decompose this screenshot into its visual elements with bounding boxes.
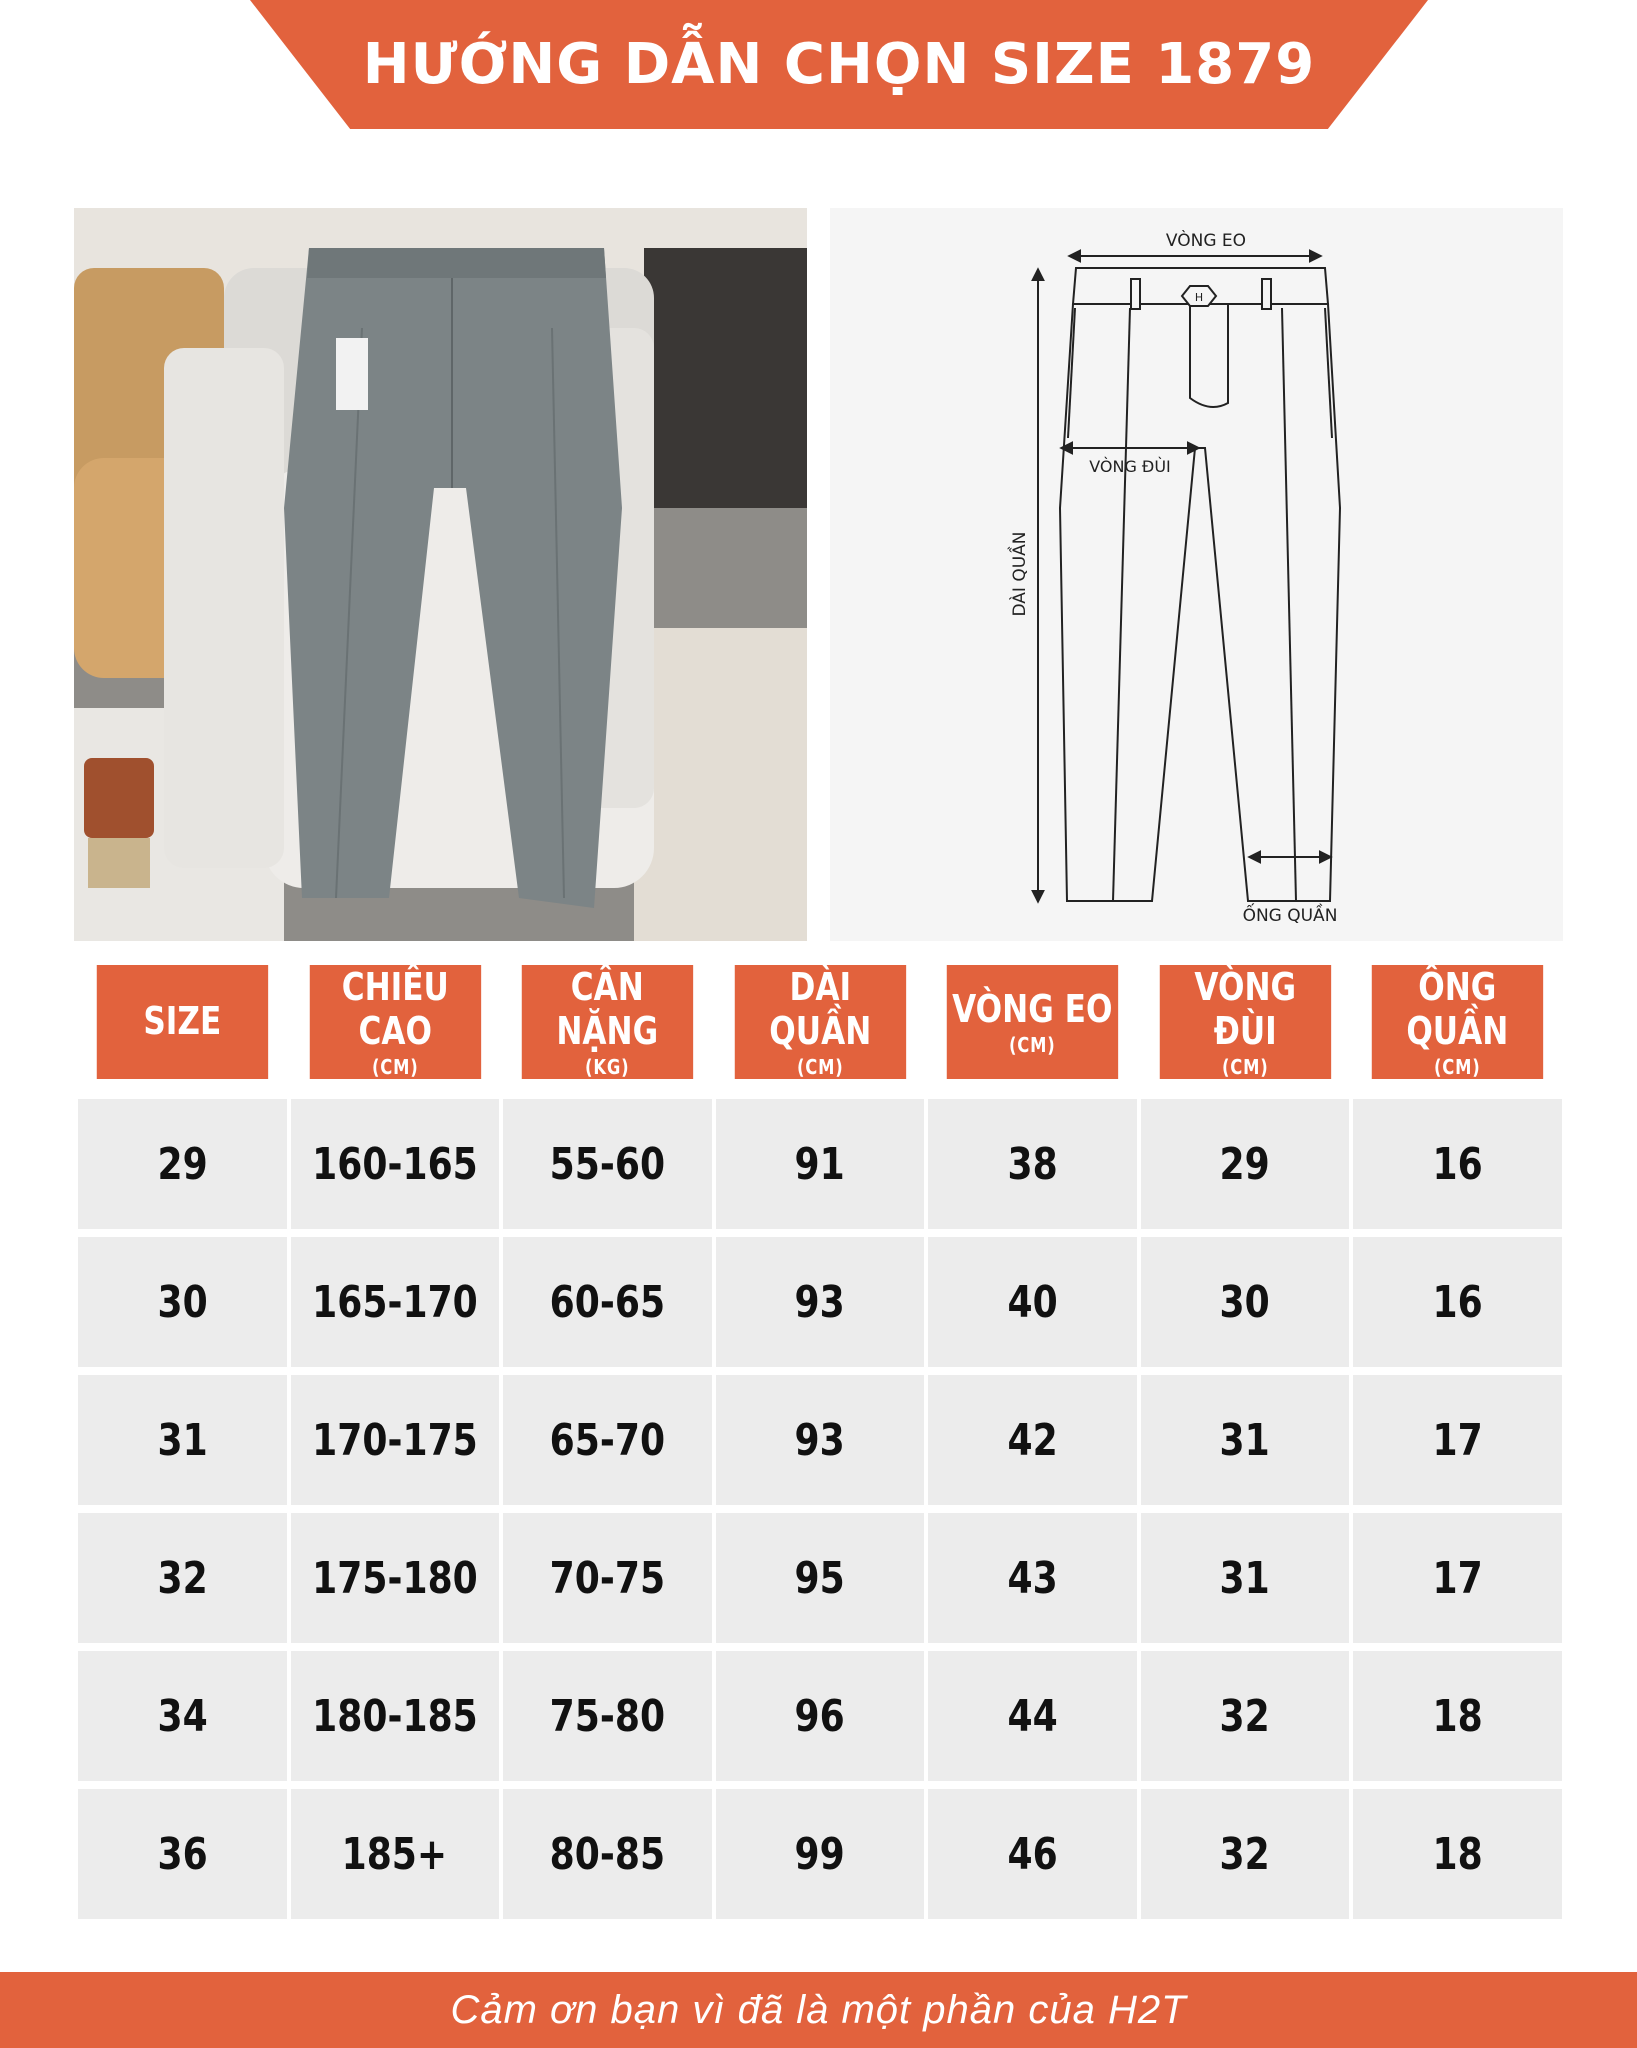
leg-label: ỐNG QUẦN (1242, 906, 1338, 926)
table-cell: 65-70 (503, 1367, 712, 1505)
table-cell: 60-65 (503, 1229, 712, 1367)
table-cell: 75-80 (503, 1643, 712, 1781)
table-cell: 55-60 (503, 1079, 712, 1229)
table-cell: 165-170 (291, 1229, 500, 1367)
table-cell: 17 (1353, 1505, 1562, 1643)
table-cell: 160-165 (291, 1079, 500, 1229)
table-row (78, 1643, 1562, 1781)
table-cell: 32 (78, 1505, 287, 1643)
table-cell: 96 (716, 1643, 925, 1781)
header-length: DÀI QUẦN (CM) (734, 965, 905, 1079)
table-cell: 185+ (291, 1781, 500, 1919)
page-title: HƯỚNG DẪN CHỌN SIZE 1879 (362, 32, 1316, 97)
table-cell: 40 (928, 1229, 1137, 1367)
table-row (78, 1505, 1562, 1643)
size-table (74, 965, 1566, 1919)
table-cell: 32 (1141, 1643, 1350, 1781)
table-row (78, 1367, 1562, 1505)
thigh-label: VÒNG ĐÙI (1089, 457, 1171, 476)
header-thigh: VÒNG ĐÙI (CM) (1160, 965, 1331, 1079)
table-cell: 46 (928, 1781, 1137, 1919)
table-cell: 99 (716, 1781, 925, 1919)
table-cell: 70-75 (503, 1505, 712, 1643)
table-cell: 180-185 (291, 1643, 500, 1781)
table-cell: 93 (716, 1229, 925, 1367)
table-cell: 175-180 (291, 1505, 500, 1643)
header-weight: CÂN NẶNG (KG) (522, 965, 693, 1079)
table-cell: 170-175 (291, 1367, 500, 1505)
table-cell: 36 (78, 1781, 287, 1919)
table-cell: 31 (1141, 1505, 1350, 1643)
table-cell: 38 (928, 1079, 1137, 1229)
waist-label: VÒNG EO (1165, 231, 1247, 251)
length-label: DÀI QUẦN (1010, 531, 1030, 617)
table-cell: 16 (1353, 1229, 1562, 1367)
table-cell: 44 (928, 1643, 1137, 1781)
table-cell: 32 (1141, 1781, 1350, 1919)
table-cell: 80-85 (503, 1781, 712, 1919)
table-row (78, 1229, 1562, 1367)
table-cell: 91 (716, 1079, 925, 1229)
table-cell: 31 (1141, 1367, 1350, 1505)
table-row (78, 1079, 1562, 1229)
table-cell: 16 (1353, 1079, 1562, 1229)
table-cell: 29 (78, 1079, 287, 1229)
table-cell: 17 (1353, 1367, 1562, 1505)
header-leg-opening: ỐNG QUẦN (CM) (1372, 965, 1543, 1079)
table-cell: 31 (78, 1367, 287, 1505)
header-size: SIZE (97, 965, 268, 1079)
button-mark: H (1194, 291, 1204, 304)
table-cell: 43 (928, 1505, 1137, 1643)
product-photo (74, 208, 807, 941)
header-waist: VÒNG EO (CM) (947, 965, 1118, 1079)
table-cell: 34 (78, 1643, 287, 1781)
table-cell: 42 (928, 1367, 1137, 1505)
footer-thanks: Cảm ơn bạn vì đã là một phần của H2T (0, 1972, 1637, 2048)
table-row (78, 1781, 1562, 1919)
table-cell: 93 (716, 1367, 925, 1505)
pants-outline (1060, 268, 1340, 901)
table-cell: 29 (1141, 1079, 1350, 1229)
table-cell: 30 (78, 1229, 287, 1367)
table-cell: 18 (1353, 1781, 1562, 1919)
table-cell: 95 (716, 1505, 925, 1643)
table-header-row (78, 965, 1562, 1079)
measurement-diagram (830, 208, 1563, 941)
table-cell: 18 (1353, 1643, 1562, 1781)
header-height: CHIỀU CAO (CM) (309, 965, 480, 1079)
table-cell: 30 (1141, 1229, 1350, 1367)
